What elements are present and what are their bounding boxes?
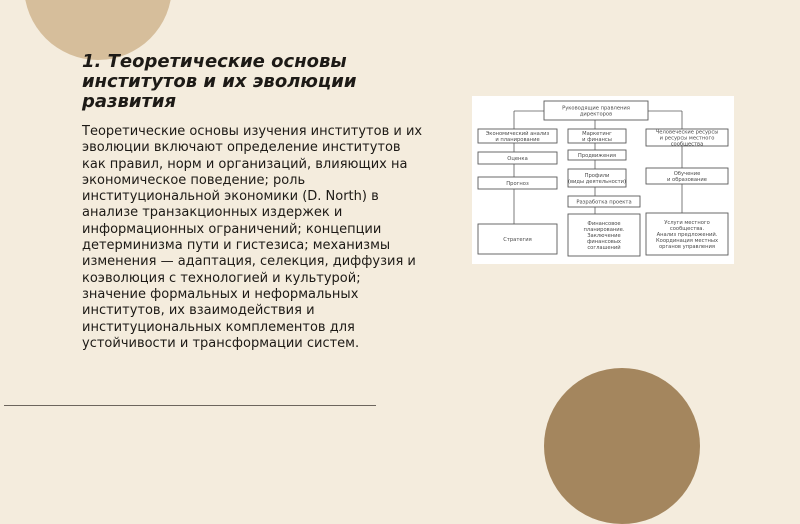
diagram-node-label: Разработка проекта [576, 199, 632, 206]
diagram-node-col2-head [568, 129, 626, 143]
divider-line [4, 405, 376, 406]
diagram-node-col2-item-4 [568, 214, 640, 256]
diagram-node-col1-item-3 [478, 224, 557, 254]
diagram-node-label: Обучение и образование [667, 170, 707, 183]
diagram-node-top [544, 101, 648, 120]
diagram-node-col3-head [646, 129, 728, 147]
diagram-node-label: Руководящие правления директоров [562, 105, 630, 118]
diagram-node-col2-item-2 [568, 169, 626, 187]
diagram-node-label: Прогноз [506, 180, 529, 187]
diagram-node-col1-item-2 [478, 177, 557, 189]
diagram-node-col2-item-3 [568, 196, 640, 207]
diagram-node-label: Услуги местного сообщества. Анализ предложений. Координация местных органов управления [655, 219, 719, 250]
diagram-node-col1-item-1 [478, 152, 557, 164]
slide-body-text: Теоретические основы изучения институтов и их эволюции включают определение институтов как правил, норм и организаций, влияющих на экономическое поведение; роль институциональной экономики (D. North) в анализе транзакционных издержек и информационных ограничений; концепции детерминизма пути и гистезиса; механизмы изменения — адаптация, селекция, диффузия и коэволюция с технологией и культурой; значение формальных и неформальных институтов, их взаимодействия и институциональных комплементов для устойчивости и трансформации систем. [82, 124, 423, 351]
diagram-node-label: Продвижения [577, 152, 617, 159]
diagram-node-label: Маркетинг и финансы [582, 130, 612, 143]
diagram-node-label: Оценка [507, 155, 528, 162]
diagram-node-label: Человеческие ресурсы и ресурсы местного сообщества [655, 129, 719, 148]
diagram-node-label: Финансовое планирование. Заключение финансовых соглашений [583, 220, 625, 251]
diagram-node-label: Профили (виды деятельности) [567, 172, 627, 185]
diagram-node-col3-item-1 [646, 168, 728, 184]
diagram-node-col2-item-1 [568, 150, 626, 160]
diagram-node-label: Стратегия [503, 236, 532, 243]
slide-title: 1. Теоретические основы институтов и их эволюции развития [82, 51, 357, 112]
org-diagram [472, 96, 734, 264]
decorative-circle-bottom [544, 368, 700, 524]
diagram-node-col1-head [478, 129, 557, 143]
diagram-node-col3-item-2 [646, 213, 728, 255]
diagram-node-label: Экономический анализ и планирование [485, 130, 550, 143]
